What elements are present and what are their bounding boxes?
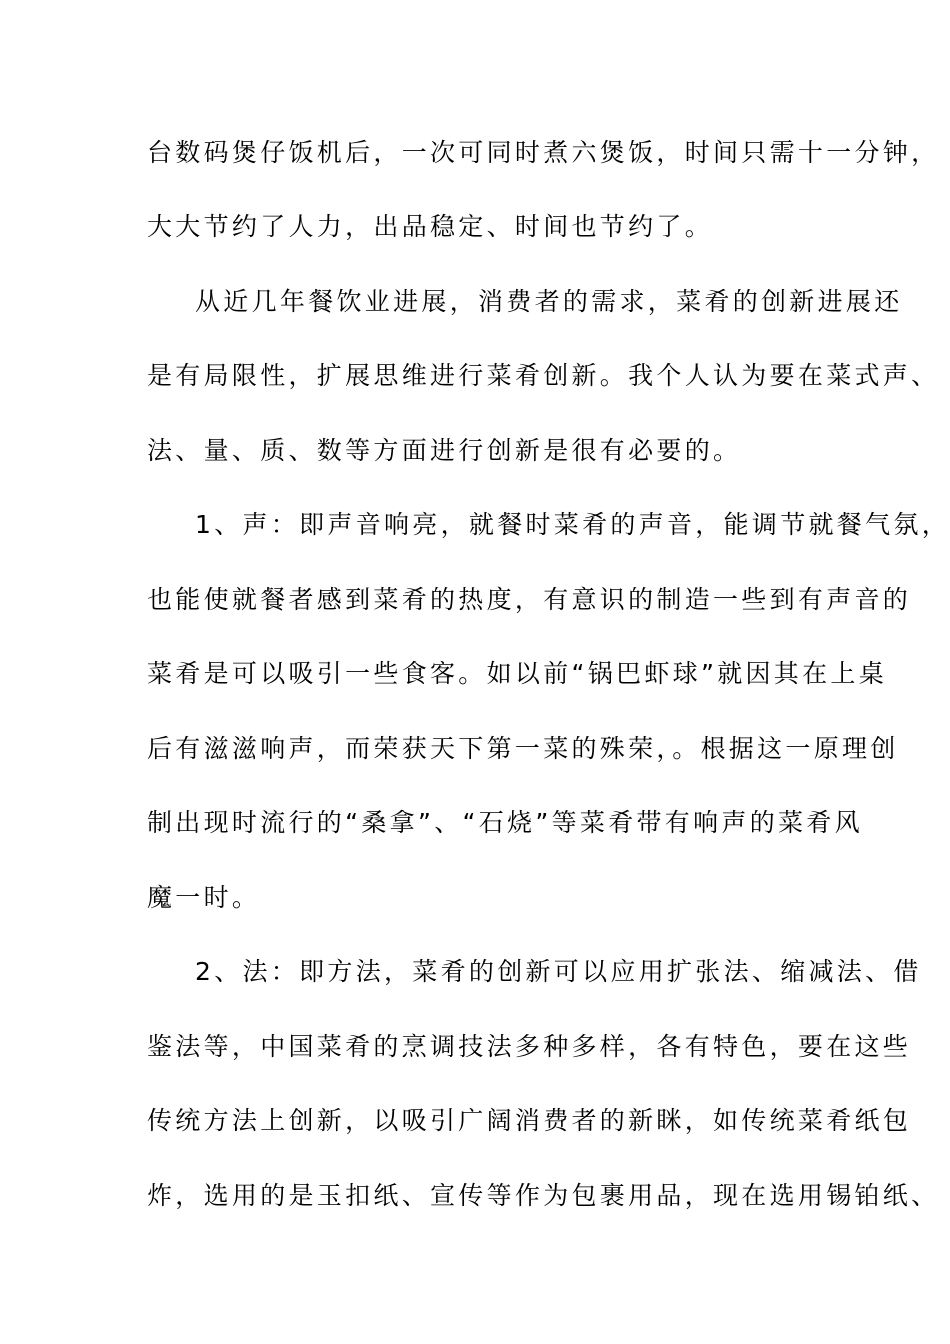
text-line: 法、量、质、数等方面进行创新是很有必要的。 <box>147 436 742 465</box>
text-line: 菜肴是可以吸引一些食客。如以前“锅巴虾球”就因其在上桌 <box>147 659 888 688</box>
paragraph-first-line: 2、法：即方法，菜肴的创新可以应用扩张法、缩减法、借 <box>195 957 922 986</box>
text-line: 鉴法等，中国菜肴的烹调技法多种多样，各有特色，要在这些 <box>147 1032 912 1061</box>
text-line: 制出现时流行的“桑拿”、“石烧”等菜肴带有响声的菜肴风 <box>147 808 863 837</box>
text-line: 也能使就餐者感到菜肴的热度，有意识的制造一些到有声音的 <box>147 585 912 614</box>
paragraph-first-line: 1、声：即声音响亮，就餐时菜肴的声音，能调节就餐气氛， <box>195 510 950 539</box>
text-line: 后有滋滋响声，而荣获天下第一菜的殊荣，。根据这一原理创 <box>147 734 899 763</box>
text-line: 台数码煲仔饭机后，一次可同时煮六煲饭，时间只需十一分钟， <box>147 138 940 167</box>
text-line: 是有局限性，扩展思维进行菜肴创新。我个人认为要在菜式声、 <box>147 361 940 390</box>
text-line: 传统方法上创新，以吸引广阔消费者的新眯，如传统菜肴纸包 <box>147 1106 912 1135</box>
paragraph-first-line: 从近几年餐饮业进展，消费者的需求，菜肴的创新进展还 <box>195 287 903 316</box>
text-line: 魔一时。 <box>147 883 261 912</box>
text-line: 炸，选用的是玉扣纸、宣传等作为包裹用品，现在选用锡铂纸、 <box>147 1181 940 1210</box>
text-line: 大大节约了人力，出品稳定、时间也节约了。 <box>147 212 714 241</box>
